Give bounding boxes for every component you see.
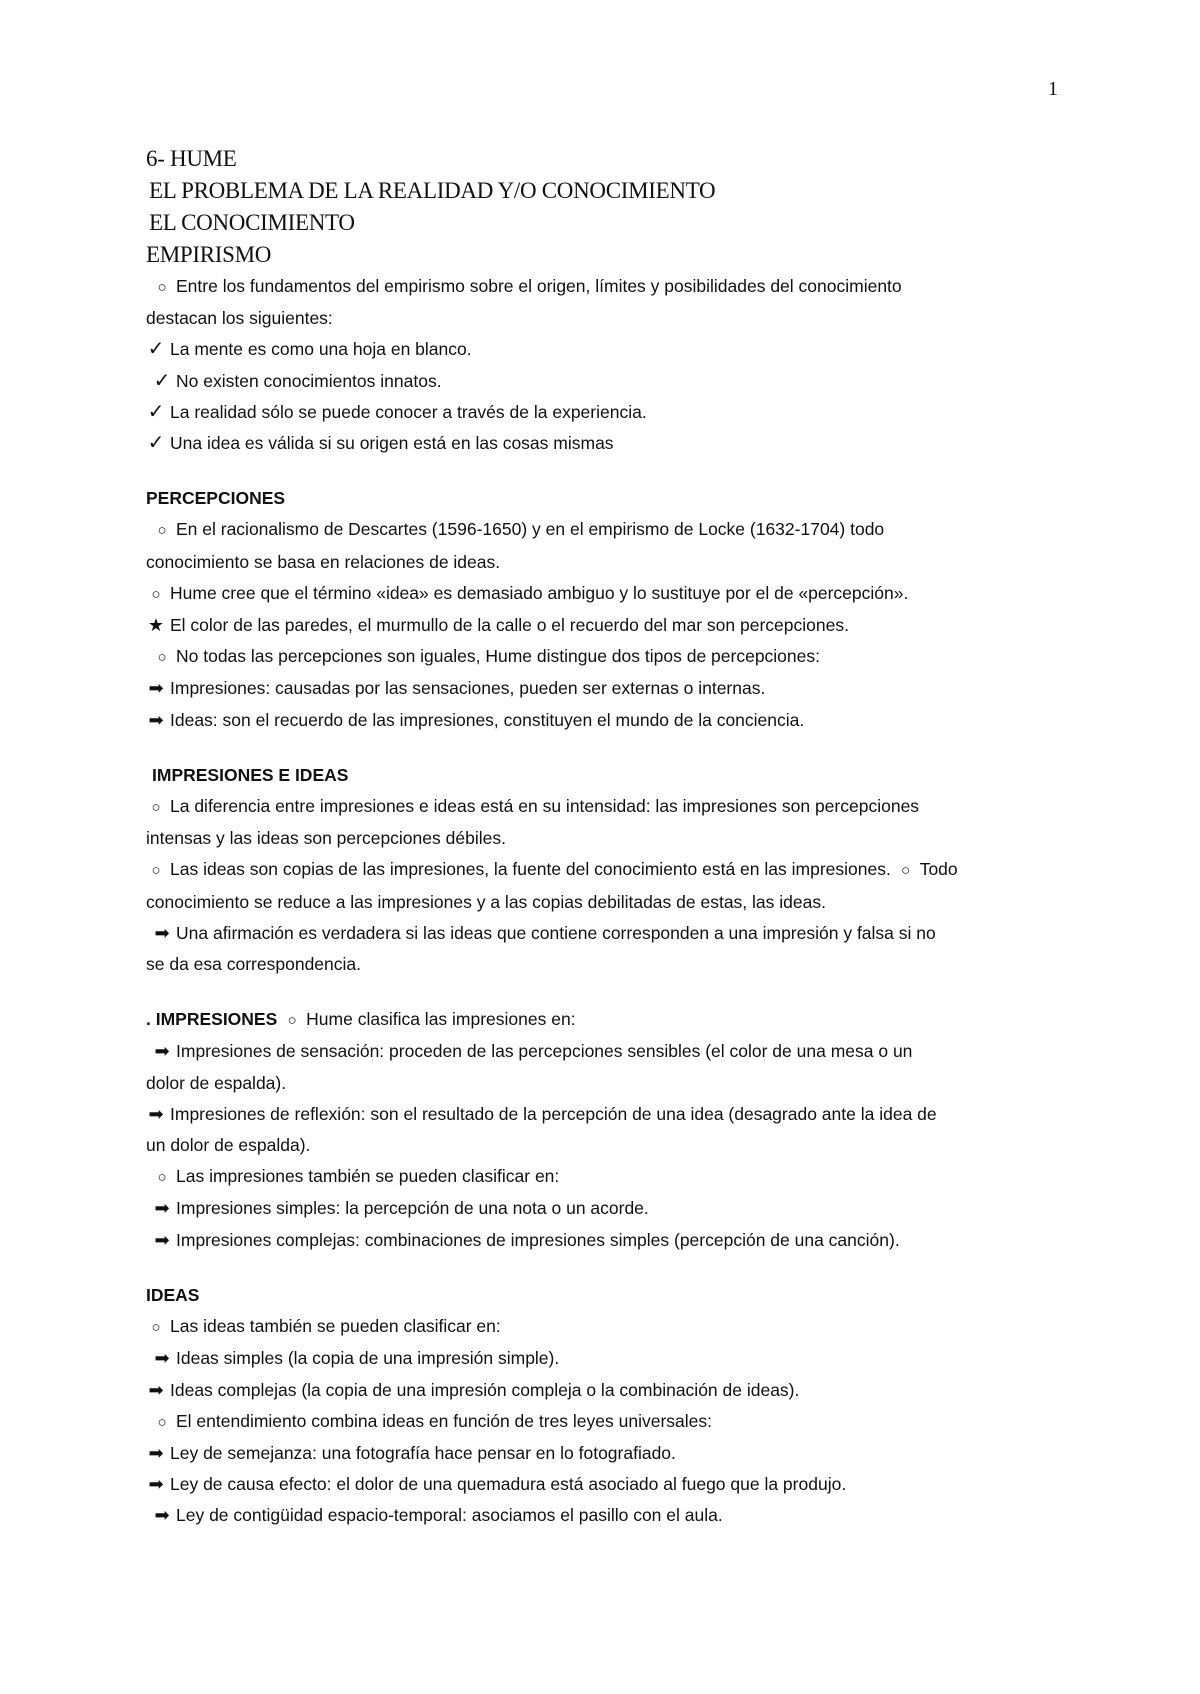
check-icon: ✓ [147, 432, 165, 455]
arrow-right-icon: ➡ [148, 1379, 164, 1400]
arrow-right-icon: ➡ [148, 678, 164, 699]
star-icon: ★ [147, 615, 165, 636]
list-item [146, 397, 1066, 428]
text-line [146, 1438, 1066, 1469]
arrow-right-icon: ➡ [154, 922, 170, 943]
text-line: se da esa correspondencia. [146, 954, 361, 975]
document-content [146, 143, 1066, 1532]
text-line-content: Impresiones de sensación: proceden de las percepciones sensibles (el color de una mesa o un [176, 1041, 913, 1062]
arrow-right-icon: ➡ [148, 709, 164, 730]
circle-bullet-icon: ○ [157, 279, 167, 296]
text-line-content: Hume clasifica las impresiones en: [306, 1009, 576, 1030]
arrow-right-icon: ➡ [154, 1041, 170, 1062]
text-line-content: Una afirmación es verdadera si las ideas que contiene corresponden a una impresión y falsa si no [176, 922, 936, 943]
text-line [146, 1469, 1066, 1500]
text-line [146, 271, 1066, 303]
text-line-content: No todas las percepciones son iguales, Hume distingue dos tipos de percepciones: [176, 646, 820, 667]
circle-bullet-icon: ○ [901, 862, 911, 880]
circle-bullet-icon: ○ [157, 1413, 167, 1431]
text-line-content: Ley de causa efecto: el dolor de una quemadura está asociado al fuego que la produjo. [170, 1474, 847, 1495]
text-line [146, 1343, 1066, 1374]
circle-bullet-icon: ○ [157, 522, 167, 540]
arrow-right-icon: ➡ [154, 1505, 170, 1526]
circle-bullet-icon: ○ [151, 585, 161, 603]
text-line-content: Todo [919, 859, 958, 880]
text-line-content: Hume cree que el término «idea» es demasiado ambiguo y lo sustituye por el de «percepción». [170, 582, 909, 603]
text-line-content: Impresiones complejas: combinaciones de impresiones simples (percepción de una canción). [176, 1229, 900, 1250]
text-line [146, 854, 1066, 886]
arrow-right-icon: ➡ [154, 1348, 170, 1369]
text-line [146, 791, 1066, 823]
section-title-impresiones: . IMPRESIONES [146, 1009, 278, 1030]
text-line [146, 918, 1066, 949]
text-line-content: La diferencia entre impresiones e ideas está en su intensidad: las impresiones son percepciones [170, 796, 920, 817]
text-line-content: En el racionalismo de Descartes (1596-1650) y en el empirismo de Locke (1632-1704) todo [176, 519, 885, 540]
text-line: conocimiento se basa en relaciones de ideas. [146, 551, 501, 572]
body-text [146, 271, 1066, 1532]
arrow-right-icon: ➡ [148, 1103, 164, 1124]
text-line-content: Impresiones simples: la percepción de una nota o un acorde. [176, 1198, 649, 1219]
text-line: intensas y las ideas son percepciones débiles. [146, 828, 506, 849]
circle-bullet-icon: ○ [151, 1319, 161, 1337]
page-number: 1 [1048, 78, 1058, 100]
list-item [146, 428, 1066, 459]
text-line-content: Ideas: son el recuerdo de las impresiones, constituyen el mundo de la conciencia. [170, 709, 805, 730]
circle-bullet-icon: ○ [157, 1169, 167, 1187]
text-line [146, 610, 1066, 641]
text-line-content: Ideas complejas (la copia de una impresión compleja o la combinación de ideas). [170, 1379, 800, 1400]
text-line-content: El color de las paredes, el murmullo de la calle o el recuerdo del mar son percepciones. [170, 615, 849, 636]
section-title-percepciones: PERCEPCIONES [146, 488, 286, 509]
arrow-right-icon: ➡ [148, 1442, 164, 1463]
text-line [146, 1161, 1066, 1193]
text-line [146, 705, 1066, 736]
text-line: un dolor de espalda). [146, 1135, 311, 1156]
check-icon: ✓ [147, 400, 165, 423]
text-line [146, 1500, 1066, 1531]
section-title-ideas: IDEAS [146, 1284, 200, 1305]
text-line [146, 1036, 1066, 1067]
list-item-text: La realidad sólo se puede conocer a través de la experiencia. [170, 401, 647, 422]
text-line [146, 578, 1066, 610]
empirismo-intro: Entre los fundamentos del empirismo sobre el origen, límites y posibilidades del conocimiento [176, 276, 902, 296]
topic-heading: EL CONOCIMIENTO [149, 210, 355, 235]
check-icon: ✓ [147, 338, 165, 361]
text-line-content: Las ideas también se pueden clasificar en: [170, 1316, 501, 1337]
text-line [146, 1004, 1066, 1036]
list-item [146, 334, 1066, 365]
list-item-text: No existen conocimientos innatos. [176, 370, 442, 391]
text-line [146, 1099, 1066, 1130]
arrow-right-icon: ➡ [154, 1229, 170, 1250]
text-line: dolor de espalda). [146, 1072, 287, 1093]
text-line-content: Impresiones: causadas por las sensaciones, pueden ser externas o internas. [170, 678, 766, 699]
problem-heading: EL PROBLEMA DE LA REALIDAD Y/O CONOCIMIENTO [149, 178, 716, 203]
text-line-content: El entendimiento combina ideas en función de tres leyes universales: [176, 1410, 713, 1431]
text-line [146, 1375, 1066, 1406]
text-line [146, 1406, 1066, 1438]
text-line [146, 1193, 1066, 1224]
list-item-text: Una idea es válida si su origen está en las cosas mismas [170, 433, 614, 454]
list-item [146, 366, 1066, 397]
check-icon: ✓ [153, 369, 171, 392]
text-line-content: Las impresiones también se pueden clasificar en: [176, 1166, 560, 1187]
arrow-right-icon: ➡ [148, 1474, 164, 1495]
section-title-impresiones-ideas: IMPRESIONES E IDEAS [152, 764, 349, 785]
text-line: conocimiento se reduce a las impresiones y a las copias debilitadas de estas, las ideas. [146, 891, 826, 912]
text-line-content: Ley de contigüidad espacio-temporal: asociamos el pasillo con el aula. [176, 1505, 723, 1526]
list-item-text: La mente es como una hoja en blanco. [170, 339, 472, 360]
chapter-title: 6- HUME [146, 146, 237, 171]
text-line [146, 641, 1066, 673]
text-line [146, 1311, 1066, 1343]
text-line-content: Ideas simples (la copia de una impresión simple). [176, 1348, 560, 1369]
arrow-right-icon: ➡ [154, 1198, 170, 1219]
text-line-content: Ley de semejanza: una fotografía hace pensar en lo fotografiado. [170, 1442, 676, 1463]
circle-bullet-icon: ○ [151, 862, 161, 880]
text-line-content: Impresiones de reflexión: son el resultado de la percepción de una idea (desagrado ante la idea de [170, 1103, 937, 1124]
text-line [146, 514, 1066, 546]
section-heading-empirismo: EMPIRISMO [146, 242, 272, 267]
text-line [146, 1225, 1066, 1256]
text-line [146, 673, 1066, 704]
circle-bullet-icon: ○ [157, 649, 167, 667]
text-line-content: Las ideas son copias de las impresiones, la fuente del conocimiento está en las impresiones. [170, 859, 891, 880]
circle-bullet-icon: ○ [151, 799, 161, 817]
circle-bullet-icon: ○ [287, 1012, 297, 1030]
text-line: destacan los siguientes: [146, 308, 333, 329]
